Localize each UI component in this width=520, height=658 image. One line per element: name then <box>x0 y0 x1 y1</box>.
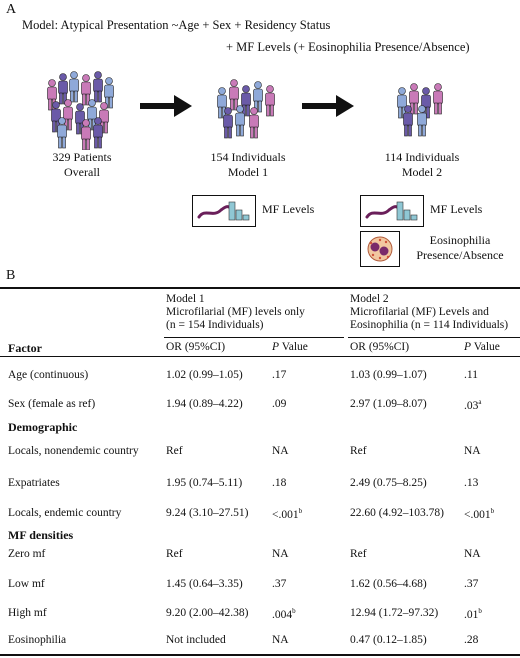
or-model1-cell <box>166 477 242 489</box>
cell-text: Not included <box>166 634 226 646</box>
factor-cell <box>8 398 95 410</box>
p-header-model2 <box>464 341 500 353</box>
or-model1-cell <box>166 398 243 410</box>
or-model2-cell <box>350 477 427 489</box>
cell-text: .37 <box>464 578 479 590</box>
caption-line: Model 1 <box>227 165 269 179</box>
legend-label-mf-levels: MF Levels <box>262 202 315 216</box>
table-top-rule <box>0 287 520 289</box>
caption-line: 154 Individuals <box>210 150 286 164</box>
cell-text: 1.62 (0.56–4.68) <box>350 578 427 590</box>
cell-text: 9.20 (2.00–42.38) <box>166 607 249 619</box>
footnote-marker: b <box>490 507 495 515</box>
or-model1-cell <box>166 445 183 457</box>
cell-text: Ref <box>350 445 367 457</box>
or-model1-cell <box>166 634 226 646</box>
cell-text: 22.60 (4.92–103.78) <box>350 507 444 519</box>
panel-b-letter: B <box>6 268 16 283</box>
cell-text: .13 <box>464 477 479 489</box>
p-model1-cell <box>272 634 289 646</box>
section-header: Demographic <box>8 420 78 434</box>
p-header-model1 <box>272 341 308 353</box>
p-rest: Value <box>471 341 500 353</box>
p-model2-cell <box>464 445 481 457</box>
cell-text: Ref <box>166 445 183 457</box>
p-rest: Value <box>279 341 308 353</box>
factor-cell <box>8 507 121 519</box>
cell-text: 12.94 (1.72–97.32) <box>350 607 439 619</box>
cell-text: NA <box>464 445 481 457</box>
eosinophil-cell-icon <box>361 232 399 266</box>
caption-model1 <box>188 150 308 180</box>
section-header: MF densities <box>8 528 74 542</box>
or-model2-cell <box>350 578 427 590</box>
cell-text: 0.47 (0.12–1.85) <box>350 634 427 646</box>
p-model1-cell <box>272 507 302 521</box>
mf-levels-legend-box <box>360 195 424 227</box>
cell-text: .01 <box>464 608 479 621</box>
legend-line: Presence/Absence <box>416 248 504 262</box>
cell-text: <.001 <box>464 508 491 521</box>
cell-text: Locals, nonendemic country <box>8 445 139 457</box>
footnote-marker: a <box>478 398 482 406</box>
header-line: Model 2 <box>350 293 389 305</box>
p-model2-cell <box>464 578 478 590</box>
legend-label-mf-levels: MF Levels <box>430 202 483 216</box>
header-line: Microfilarial (MF) Levels and <box>350 306 489 318</box>
crowd-overall-icon <box>42 70 120 150</box>
cell-text: 2.49 (0.75–8.25) <box>350 477 427 489</box>
cell-text: 1.03 (0.99–1.07) <box>350 369 427 381</box>
p-model2-cell <box>464 369 478 381</box>
arrow-right-icon <box>140 94 192 118</box>
footnote-marker: b <box>478 607 482 615</box>
cell-text: Age (continuous) <box>8 369 89 381</box>
factor-cell <box>8 477 60 489</box>
cell-text: NA <box>272 634 289 646</box>
header-line: Eosinophilia (n = 114 Individuals) <box>350 319 509 331</box>
or-model2-cell <box>350 548 367 560</box>
factor-cell <box>8 634 66 646</box>
factor-cell <box>8 578 45 590</box>
p-model1-cell <box>272 548 289 560</box>
p-model2-cell <box>464 634 478 646</box>
p-model2-cell <box>464 607 482 621</box>
p-letter: P <box>464 341 472 353</box>
factor-header: Factor <box>8 341 42 355</box>
factor-cell <box>8 369 88 381</box>
cell-text: Zero mf <box>8 548 46 560</box>
cell-text: Low mf <box>8 578 45 590</box>
model-formula-line-2: + MF Levels (+ Eosinophilia Presence/Absence) <box>226 40 470 54</box>
factor-cell <box>8 607 47 619</box>
p-model1-cell <box>272 445 289 457</box>
cell-text: 9.24 (3.10–27.51) <box>166 507 249 519</box>
model-formula-line-1: Model: Atypical Presentation ~Age + Sex + Residency Status <box>22 18 331 32</box>
cell-text: .17 <box>272 369 287 381</box>
cell-text: NA <box>272 548 289 560</box>
p-model1-cell <box>272 477 286 489</box>
factor-cell <box>8 548 45 560</box>
cell-text: 1.95 (0.74–5.11) <box>166 477 243 489</box>
eosinophil-legend-box <box>360 231 400 267</box>
model1-underline <box>164 337 344 338</box>
or-model1-cell <box>166 578 243 590</box>
footnote-marker: b <box>292 607 296 615</box>
caption-line: Overall <box>64 165 100 179</box>
or-model1-cell <box>166 369 243 381</box>
p-model1-cell <box>272 578 286 590</box>
model1-header <box>166 293 305 332</box>
cell-text: Locals, endemic country <box>8 507 122 519</box>
cell-text: 1.02 (0.99–1.05) <box>166 369 243 381</box>
cell-text: Expatriates <box>8 477 60 489</box>
cell-text: .18 <box>272 477 287 489</box>
header-line: Model 1 <box>166 293 205 305</box>
cell-text: .11 <box>464 369 478 381</box>
mf-levels-legend-box <box>192 195 256 227</box>
cell-text: 1.94 (0.89–4.22) <box>166 398 243 410</box>
header-line: Microfilarial (MF) levels only <box>166 306 305 318</box>
table-bottom-rule <box>0 654 520 656</box>
p-model1-cell <box>272 398 286 410</box>
footnote-marker: b <box>298 507 303 515</box>
p-model2-cell <box>464 477 478 489</box>
header-line: (n = 154 Individuals) <box>166 319 264 331</box>
caption-overall <box>22 150 142 180</box>
p-model1-cell <box>272 607 296 621</box>
cell-text: <.001 <box>272 508 299 521</box>
cell-text: 1.45 (0.64–3.35) <box>166 578 243 590</box>
crowd-model2-icon <box>392 80 452 138</box>
arrow-right-icon <box>302 94 354 118</box>
legend-line: Eosinophilia <box>429 233 491 247</box>
legend-label-eosinophilia <box>405 233 515 263</box>
cell-text: .28 <box>464 634 479 646</box>
cell-text: .004 <box>272 608 293 621</box>
p-model2-cell <box>464 507 494 521</box>
caption-model2 <box>362 150 482 180</box>
p-model1-cell <box>272 369 286 381</box>
cell-text: NA <box>464 548 481 560</box>
or-model2-cell <box>350 445 367 457</box>
cell-text: .09 <box>272 398 287 410</box>
cell-text: NA <box>272 445 289 457</box>
cell-text: 2.97 (1.09–8.07) <box>350 398 427 410</box>
or-model1-cell <box>166 507 248 519</box>
panel-a-letter: A <box>6 2 17 17</box>
cell-text: High mf <box>8 607 47 619</box>
caption-line: 329 Patients <box>52 150 112 164</box>
p-letter: P <box>272 341 280 353</box>
model2-underline <box>348 337 520 338</box>
table-header-rule <box>0 356 520 357</box>
or-model2-cell <box>350 369 427 381</box>
cell-text: Eosinophilia <box>8 634 67 646</box>
or-model2-cell <box>350 634 427 646</box>
crowd-model1-icon <box>212 76 282 140</box>
or-model2-cell <box>350 398 427 410</box>
caption-line: Model 2 <box>401 165 443 179</box>
microfilaria-histogram-icon <box>193 196 255 226</box>
caption-line: 114 Individuals <box>384 150 460 164</box>
factor-cell <box>8 445 139 457</box>
cell-text: Ref <box>350 548 367 560</box>
or-model2-cell <box>350 507 444 519</box>
or-header-model1: OR (95%CI) <box>166 341 226 353</box>
or-model1-cell <box>166 607 248 619</box>
or-model1-cell <box>166 548 183 560</box>
p-model2-cell <box>464 398 481 412</box>
microfilaria-histogram-icon <box>361 196 423 226</box>
cell-text: Ref <box>166 548 183 560</box>
cell-text: Sex (female as ref) <box>8 398 96 410</box>
model2-header <box>350 293 508 332</box>
or-header-model2: OR (95%CI) <box>350 341 410 353</box>
p-model2-cell <box>464 548 481 560</box>
cell-text: .03 <box>464 399 479 412</box>
or-model2-cell <box>350 607 438 619</box>
cell-text: .37 <box>272 578 287 590</box>
